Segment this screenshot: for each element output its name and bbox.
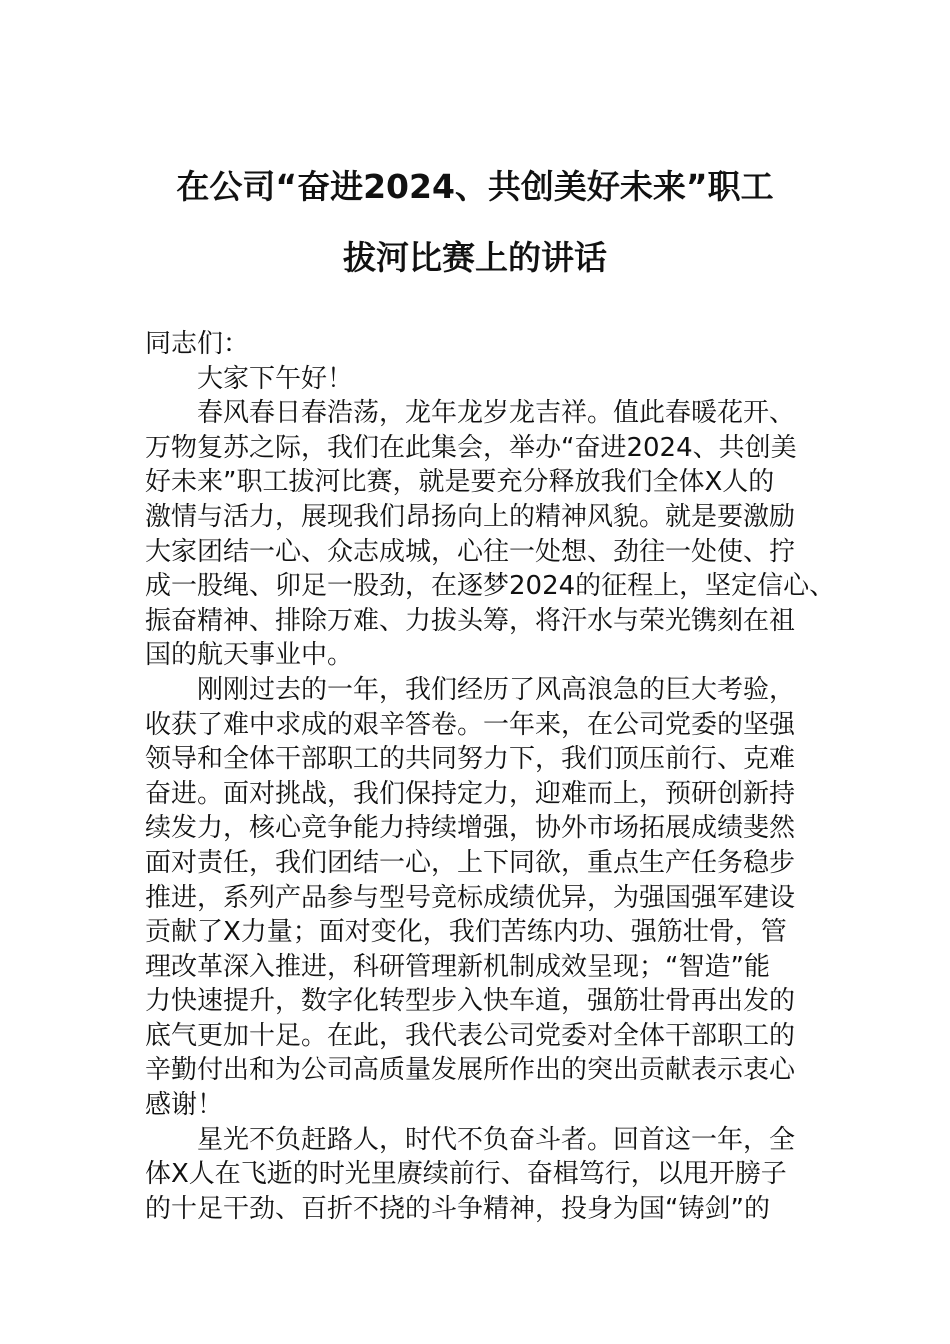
paragraph-line: 底气更加十足。在此，我代表公司党委对全体干部职工的 <box>145 1020 796 1051</box>
paragraph-line: 好未来”职工拔河比赛，就是要充分释放我们全体X人的 <box>145 467 775 498</box>
greeting-line: 大家下午好！ <box>197 363 354 394</box>
paragraph-line: 续发力，核心竞争能力持续增强，协外市场拓展成绩斐然 <box>145 813 796 844</box>
paragraph-line: 面对责任，我们团结一心，上下同欲，重点生产任务稳步 <box>145 847 796 878</box>
paragraph-line: 感谢！ <box>145 1090 224 1121</box>
paragraph-line: 奋进。面对挑战，我们保持定力，迎难而上，预研创新持 <box>145 778 796 809</box>
paragraph-line: 推进，系列产品参与型号竞标成绩优异，为强国强军建设 <box>145 882 796 913</box>
document-title-line-1: 在公司“奋进2024、共创美好未来”职工 <box>176 167 774 206</box>
paragraph-line: 振奋精神、排除万难、力拔头筹，将汗水与荣光镌刻在祖 <box>145 605 796 636</box>
paragraph-line: 辛勤付出和为公司高质量发展所作出的突出贡献表示衷心 <box>145 1055 796 1086</box>
paragraph-line: 成一股绳、卯足一股劲，在逐梦2024的征程上，坚定信心、 <box>145 571 836 602</box>
paragraph-line: 激情与活力，展现我们昂扬向上的精神风貌。就是要激励 <box>145 501 796 532</box>
document-title-line-2: 拔河比赛上的讲话 <box>343 238 607 277</box>
paragraph-line: 收获了难中求成的艰辛答卷。一年来，在公司党委的坚强 <box>145 709 796 740</box>
paragraph-line: 春风春日春浩荡，龙年龙岁龙吉祥。值此春暖花开、 <box>197 398 796 429</box>
paragraph-line: 贡献了X力量；面对变化，我们苦练内功、强筋壮骨，管 <box>145 917 787 948</box>
paragraph-line: 万物复苏之际，我们在此集会，举办“奋进2024、共创美 <box>145 432 797 463</box>
paragraph-line: 领导和全体干部职工的共同努力下，我们顶压前行、克难 <box>145 744 796 775</box>
paragraph-line: 大家团结一心、众志成城，心往一处想、劲往一处使、拧 <box>145 536 796 567</box>
paragraph-line: 刚刚过去的一年，我们经历了风高浪急的巨大考验， <box>197 674 796 705</box>
paragraph-line: 国的航天事业中。 <box>145 640 354 671</box>
paragraph-line: 星光不负赶路人，时代不负奋斗者。回首这一年，全 <box>197 1124 796 1155</box>
paragraph-line: 的十足干劲、百折不挠的斗争精神，投身为国“铸剑”的 <box>145 1193 770 1224</box>
paragraph-line: 力快速提升，数字化转型步入快车道，强筋壮骨再出发的 <box>145 986 796 1017</box>
document-body <box>145 327 836 1226</box>
paragraph-line: 体X人在飞逝的时光里赓续前行、奋楫笃行，以甩开膀子 <box>145 1159 787 1190</box>
paragraph-line: 理改革深入推进，科研管理新机制成效呈现；“智造”能 <box>145 951 770 982</box>
salutation: 同志们： <box>145 329 250 359</box>
